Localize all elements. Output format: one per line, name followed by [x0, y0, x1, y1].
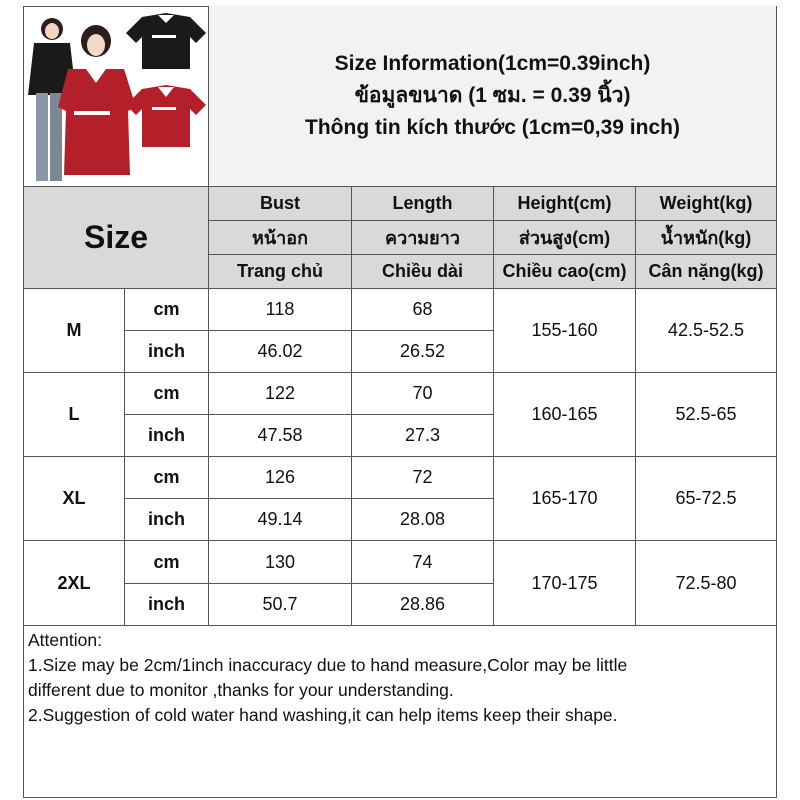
weight-2xl: 72.5-80	[636, 541, 777, 626]
bust-cm-m: 118	[209, 289, 352, 331]
weight-m: 42.5-52.5	[636, 289, 777, 373]
size-header: Size	[23, 187, 209, 289]
col-weight-vi: Cân nặng(kg)	[636, 255, 777, 289]
length-inch-l: 27.3	[352, 415, 494, 457]
col-height-th: ส่วนสูง(cm)	[494, 221, 636, 255]
product-photo-illustration	[24, 7, 208, 186]
height-xl: 165-170	[494, 457, 636, 541]
bust-cm-2xl: 130	[209, 541, 352, 584]
length-cm-m: 68	[352, 289, 494, 331]
length-inch-2xl: 28.86	[352, 584, 494, 626]
height-2xl: 170-175	[494, 541, 636, 626]
header-line-vi: Thông tin kích thước (1cm=0,39 inch)	[305, 116, 680, 139]
product-photo	[23, 6, 209, 187]
unit-inch: inch	[125, 415, 209, 457]
unit-inch: inch	[125, 331, 209, 373]
size-xl: XL	[23, 457, 125, 541]
size-m: M	[23, 289, 125, 373]
bust-cm-l: 122	[209, 373, 352, 415]
bust-inch-l: 47.58	[209, 415, 352, 457]
attention-title: Attention:	[28, 630, 102, 650]
bust-cm-xl: 126	[209, 457, 352, 499]
unit-inch: inch	[125, 584, 209, 626]
attention-note-1a: 1.Size may be 2cm/1inch inaccuracy due to hand measure,Color may be little	[28, 655, 628, 675]
col-length-vi: Chiều dài	[352, 255, 494, 289]
length-cm-2xl: 74	[352, 541, 494, 584]
col-height-vi: Chiều cao(cm)	[494, 255, 636, 289]
unit-cm: cm	[125, 541, 209, 584]
height-l: 160-165	[494, 373, 636, 457]
col-weight-en: Weight(kg)	[636, 187, 777, 221]
attention-note-2: 2.Suggestion of cold water hand washing,it can help items keep their shape.	[28, 705, 618, 725]
col-bust-vi: Trang chủ	[209, 255, 352, 289]
unit-inch: inch	[125, 499, 209, 541]
header-line-en: Size Information(1cm=0.39inch)	[334, 52, 651, 75]
bust-inch-2xl: 50.7	[209, 584, 352, 626]
col-weight-th: น้ำหนัก(kg)	[636, 221, 777, 255]
length-inch-m: 26.52	[352, 331, 494, 373]
bust-inch-xl: 49.14	[209, 499, 352, 541]
attention-note-1b: different due to monitor ,thanks for your understanding.	[28, 680, 454, 700]
size-information-header	[209, 6, 777, 187]
col-bust-th: หน้าอก	[209, 221, 352, 255]
col-height-en: Height(cm)	[494, 187, 636, 221]
size-chart	[23, 6, 777, 798]
length-cm-xl: 72	[352, 457, 494, 499]
unit-cm: cm	[125, 373, 209, 415]
length-inch-xl: 28.08	[352, 499, 494, 541]
col-length-en: Length	[352, 187, 494, 221]
col-bust-en: Bust	[209, 187, 352, 221]
length-cm-l: 70	[352, 373, 494, 415]
size-2xl: 2XL	[23, 541, 125, 626]
weight-xl: 65-72.5	[636, 457, 777, 541]
size-l: L	[23, 373, 125, 457]
bust-inch-m: 46.02	[209, 331, 352, 373]
height-m: 155-160	[494, 289, 636, 373]
header-line-th: ข้อมูลขนาด (1 ซม. = 0.39 นิ้ว)	[354, 84, 631, 107]
unit-cm: cm	[125, 289, 209, 331]
col-length-th: ความยาว	[352, 221, 494, 255]
unit-cm: cm	[125, 457, 209, 499]
attention-notes	[23, 626, 777, 798]
weight-l: 52.5-65	[636, 373, 777, 457]
